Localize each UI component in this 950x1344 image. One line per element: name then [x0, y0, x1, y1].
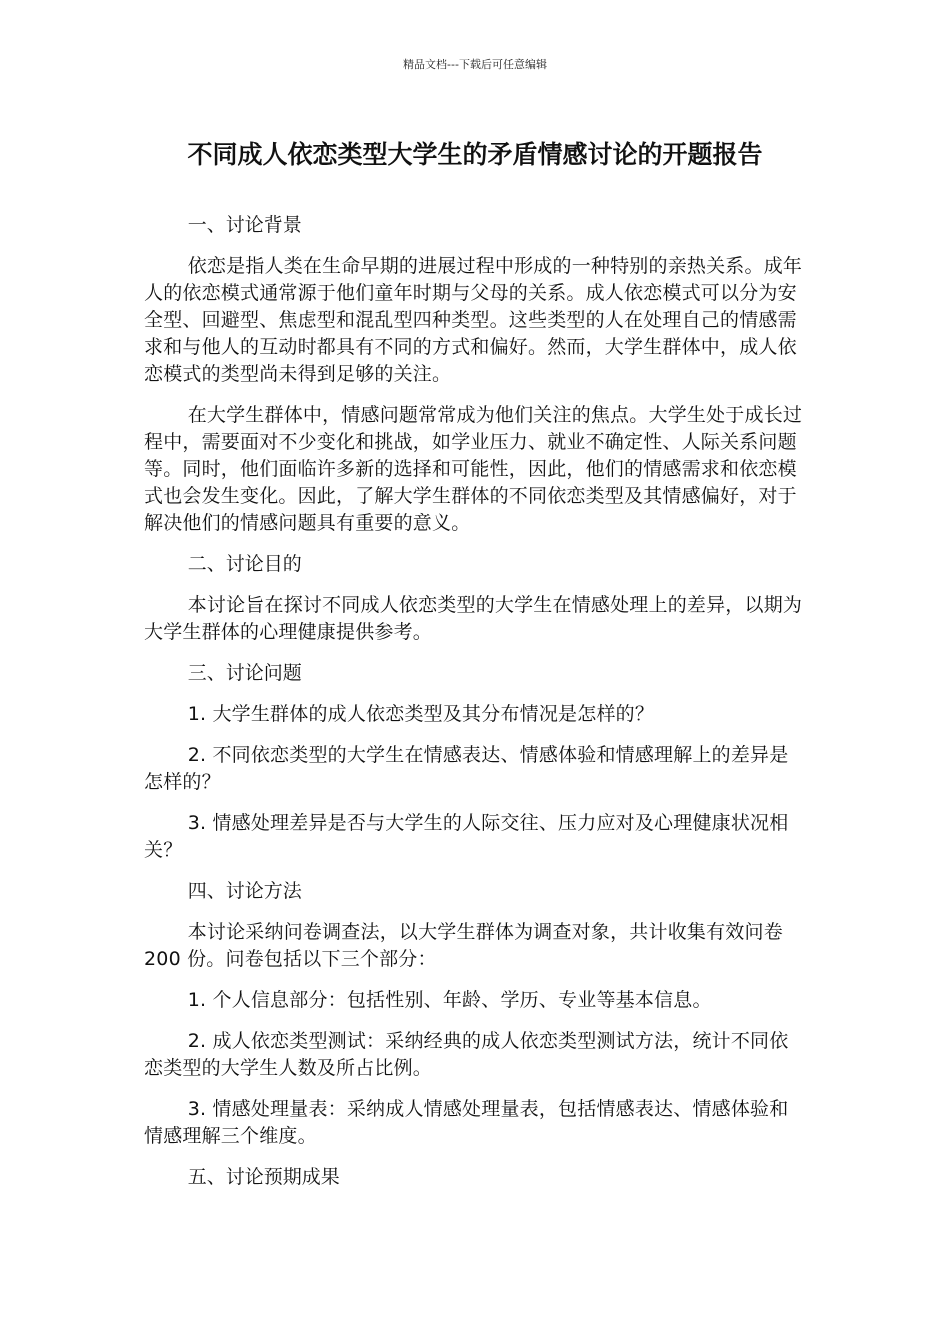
- list-item: 2. 成人依恋类型测试：采纳经典的成人依恋类型测试方法，统计不同依恋类型的大学生人数及所占比例。: [144, 1030, 789, 1079]
- document-body: [144, 212, 806, 1205]
- section-heading-methods: 四、讨论方法: [187, 880, 302, 902]
- section-heading-questions: 三、讨论问题: [187, 662, 302, 684]
- document-title: 不同成人依恋类型大学生的矛盾情感讨论的开题报告: [187, 140, 763, 169]
- list-item: 3. 情感处理量表：采纳成人情感处理量表，包括情感表达、情感体验和情感理解三个维度。: [144, 1098, 789, 1147]
- section-heading-purpose: 二、讨论目的: [187, 553, 302, 575]
- list-item: 2. 不同依恋类型的大学生在情感表达、情感体验和情感理解上的差异是怎样的？: [144, 744, 789, 793]
- paragraph: 在大学生群体中，情感问题常常成为他们关注的焦点。大学生处于成长过程中，需要面对不少变化和挑战，如学业压力、就业不确定性、人际关系问题等。同时，他们面临许多新的选择和可能性，因此，他们的情感需求和依恋模式也会发生变化。因此，了解大学生群体的不同依恋类型及其情感偏好，对于解决他们的情感问题具有重要的意义。: [144, 404, 803, 534]
- paragraph: 本讨论采纳问卷调查法，以大学生群体为调查对象，共计收集有效问卷 200 份。问卷包括以下三个部分：: [144, 921, 783, 970]
- paragraph: 本讨论旨在探讨不同成人依恋类型的大学生在情感处理上的差异，以期为大学生群体的心理健康提供参考。: [144, 594, 803, 643]
- section-heading-background: 一、讨论背景: [187, 214, 302, 236]
- list-item: 1. 个人信息部分：包括性别、年龄、学历、专业等基本信息。: [187, 989, 712, 1011]
- list-item: 3. 情感处理差异是否与大学生的人际交往、压力应对及心理健康状况相关？: [144, 812, 789, 861]
- section-heading-expected-results: 五、讨论预期成果: [187, 1166, 340, 1188]
- list-item: 1. 大学生群体的成人依恋类型及其分布情况是怎样的？: [187, 703, 655, 725]
- header-note: 精品文档---下载后可任意编辑: [403, 58, 547, 71]
- paragraph: 依恋是指人类在生命早期的进展过程中形成的一种特别的亲热关系。成年人的依恋模式通常源于他们童年时期与父母的关系。成人依恋模式可以分为安全型、回避型、焦虑型和混乱型四种类型。这些类型的人在处理自己的情感需求和与他人的互动时都具有不同的方式和偏好。然而，大学生群体中，成人依恋模式的类型尚未得到足够的关注。: [144, 255, 803, 385]
